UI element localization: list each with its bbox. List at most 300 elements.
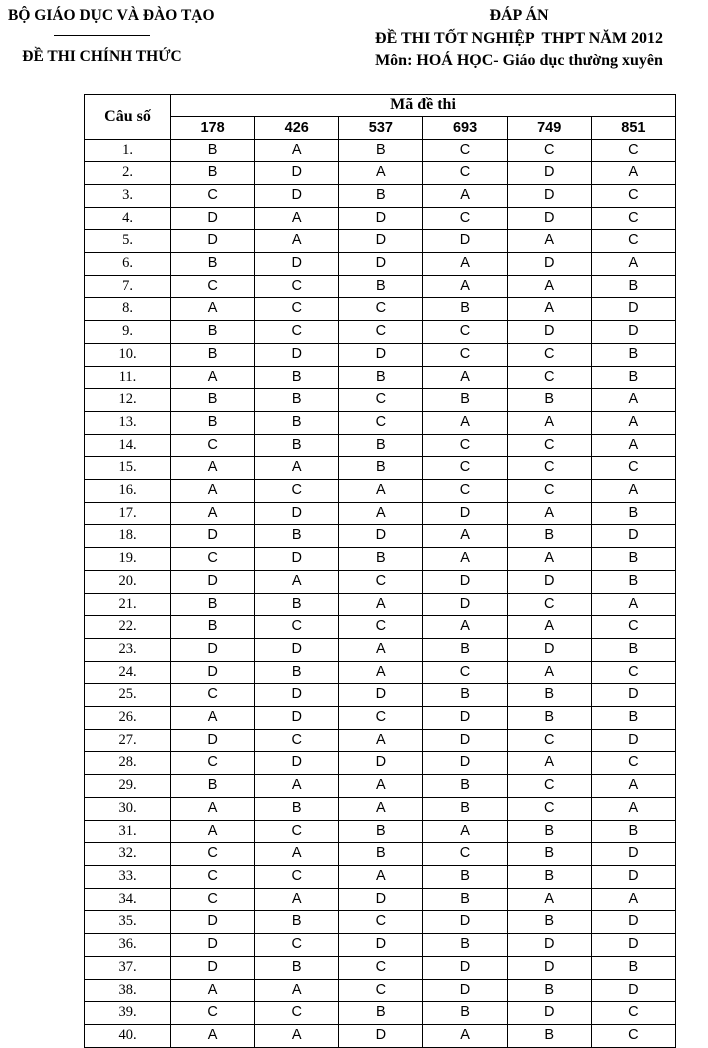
answer-row xyxy=(85,298,676,321)
answer-cell: A xyxy=(171,298,255,321)
answer-row xyxy=(85,729,676,752)
answer-cell: D xyxy=(507,184,591,207)
answer-cell: C xyxy=(423,139,507,162)
answer-cell: C xyxy=(423,321,507,344)
answer-row xyxy=(85,707,676,730)
question-number: 23. xyxy=(85,638,171,661)
answer-row xyxy=(85,321,676,344)
answer-cell: A xyxy=(423,616,507,639)
answer-cell: D xyxy=(591,729,675,752)
answer-cell: A xyxy=(171,480,255,503)
answer-row xyxy=(85,480,676,503)
answer-cell: D xyxy=(255,638,339,661)
answer-cell: C xyxy=(339,911,423,934)
answer-cell: A xyxy=(591,593,675,616)
answer-cell: A xyxy=(339,593,423,616)
answer-row xyxy=(85,275,676,298)
answer-cell: B xyxy=(507,707,591,730)
answer-cell: D xyxy=(423,956,507,979)
question-number: 21. xyxy=(85,593,171,616)
answer-cell: D xyxy=(423,570,507,593)
answer-cell: A xyxy=(591,253,675,276)
answer-cell: D xyxy=(171,230,255,253)
answer-cell: C xyxy=(591,1024,675,1047)
answer-cell: D xyxy=(255,343,339,366)
answer-cell: A xyxy=(507,230,591,253)
answer-cell: D xyxy=(339,934,423,957)
answer-cell: A xyxy=(507,275,591,298)
question-number: 10. xyxy=(85,343,171,366)
question-number: 14. xyxy=(85,434,171,457)
answer-cell: D xyxy=(423,502,507,525)
answer-cell: C xyxy=(171,1002,255,1025)
question-number: 37. xyxy=(85,956,171,979)
answer-cell: B xyxy=(171,775,255,798)
answer-row xyxy=(85,1002,676,1025)
answer-row xyxy=(85,616,676,639)
answer-cell: B xyxy=(339,1002,423,1025)
answer-cell: A xyxy=(423,366,507,389)
answer-cell: D xyxy=(591,321,675,344)
answer-cell: C xyxy=(423,661,507,684)
answer-cell: B xyxy=(591,343,675,366)
answer-row xyxy=(85,820,676,843)
answer-cell: B xyxy=(171,616,255,639)
answer-row xyxy=(85,502,676,525)
question-number: 39. xyxy=(85,1002,171,1025)
question-number: 17. xyxy=(85,502,171,525)
answer-cell: C xyxy=(591,207,675,230)
answer-cell: A xyxy=(423,525,507,548)
answer-cell: D xyxy=(171,638,255,661)
answer-cell: B xyxy=(171,253,255,276)
answer-cell: A xyxy=(255,1024,339,1047)
question-number: 3. xyxy=(85,184,171,207)
answer-cell: A xyxy=(423,184,507,207)
answer-cell: D xyxy=(507,956,591,979)
answer-cell: C xyxy=(171,434,255,457)
answer-row xyxy=(85,911,676,934)
answer-row xyxy=(85,661,676,684)
answer-row xyxy=(85,525,676,548)
answer-cell: D xyxy=(339,207,423,230)
answer-table xyxy=(84,94,676,1048)
answer-cell: B xyxy=(591,502,675,525)
question-number: 33. xyxy=(85,866,171,889)
answer-row xyxy=(85,162,676,185)
answer-cell: A xyxy=(171,820,255,843)
answer-cell: A xyxy=(423,411,507,434)
answer-cell: D xyxy=(507,253,591,276)
answer-cell: B xyxy=(591,707,675,730)
question-number: 40. xyxy=(85,1024,171,1047)
answer-row xyxy=(85,457,676,480)
answer-cell: B xyxy=(423,684,507,707)
answer-cell: B xyxy=(423,934,507,957)
answer-row xyxy=(85,548,676,571)
answer-cell: A xyxy=(339,480,423,503)
answer-cell: C xyxy=(171,888,255,911)
answer-cell: A xyxy=(591,434,675,457)
answer-cell: D xyxy=(255,184,339,207)
answer-row xyxy=(85,411,676,434)
question-number: 9. xyxy=(85,321,171,344)
answer-cell: C xyxy=(255,480,339,503)
answer-cell: D xyxy=(255,253,339,276)
answer-cell: B xyxy=(423,298,507,321)
answer-cell: C xyxy=(339,956,423,979)
answer-row xyxy=(85,593,676,616)
answer-cell: D xyxy=(423,979,507,1002)
answer-cell: A xyxy=(591,797,675,820)
answer-key-title: ĐÁP ÁN xyxy=(489,7,549,24)
question-number: 24. xyxy=(85,661,171,684)
question-number: 28. xyxy=(85,752,171,775)
answer-row xyxy=(85,979,676,1002)
answer-cell: C xyxy=(171,275,255,298)
answer-cell: A xyxy=(339,162,423,185)
answer-cell: A xyxy=(339,775,423,798)
answer-cell: D xyxy=(507,934,591,957)
answer-cell: C xyxy=(255,729,339,752)
answer-row xyxy=(85,684,676,707)
answer-cell: C xyxy=(423,480,507,503)
answer-cell: B xyxy=(507,911,591,934)
answer-cell: C xyxy=(339,389,423,412)
answer-cell: C xyxy=(423,207,507,230)
answer-cell: A xyxy=(171,707,255,730)
answer-cell: A xyxy=(507,888,591,911)
answer-cell: C xyxy=(423,343,507,366)
answer-row xyxy=(85,230,676,253)
answer-cell: B xyxy=(423,638,507,661)
answer-cell: D xyxy=(171,207,255,230)
question-number: 38. xyxy=(85,979,171,1002)
question-number: 34. xyxy=(85,888,171,911)
answer-cell: C xyxy=(591,616,675,639)
answer-row xyxy=(85,1024,676,1047)
answer-cell: B xyxy=(255,956,339,979)
exam-code-851: 851 xyxy=(591,116,675,139)
answer-row xyxy=(85,253,676,276)
answer-cell: A xyxy=(339,866,423,889)
question-number: 5. xyxy=(85,230,171,253)
answer-cell: B xyxy=(507,389,591,412)
answer-cell: D xyxy=(591,298,675,321)
answer-cell: C xyxy=(507,797,591,820)
answer-cell: C xyxy=(339,616,423,639)
answer-cell: B xyxy=(423,866,507,889)
answer-cell: B xyxy=(507,843,591,866)
question-number: 7. xyxy=(85,275,171,298)
question-number: 15. xyxy=(85,457,171,480)
answer-cell: D xyxy=(255,548,339,571)
answer-cell: B xyxy=(339,139,423,162)
answer-cell: D xyxy=(339,1024,423,1047)
answer-row xyxy=(85,343,676,366)
exam-code-header-row xyxy=(85,94,676,116)
answer-cell: C xyxy=(423,457,507,480)
exam-code-537: 537 xyxy=(339,116,423,139)
answer-cell: B xyxy=(171,343,255,366)
answer-cell: A xyxy=(423,1024,507,1047)
answer-cell: B xyxy=(339,366,423,389)
answer-cell: D xyxy=(171,570,255,593)
question-number: 31. xyxy=(85,820,171,843)
answer-cell: B xyxy=(423,888,507,911)
answer-cell: C xyxy=(507,343,591,366)
answer-cell: B xyxy=(255,797,339,820)
answer-cell: A xyxy=(591,162,675,185)
answer-cell: C xyxy=(591,184,675,207)
answer-cell: A xyxy=(171,457,255,480)
answer-cell: B xyxy=(255,593,339,616)
answer-cell: D xyxy=(591,843,675,866)
answer-cell: D xyxy=(591,934,675,957)
answer-cell: C xyxy=(591,457,675,480)
answer-cell: A xyxy=(255,139,339,162)
answer-cell: D xyxy=(423,752,507,775)
answer-cell: D xyxy=(591,866,675,889)
answer-cell: B xyxy=(507,866,591,889)
answer-cell: C xyxy=(255,866,339,889)
answer-cell: C xyxy=(171,684,255,707)
answer-cell: B xyxy=(255,411,339,434)
answer-cell: D xyxy=(255,752,339,775)
answer-cell: D xyxy=(423,593,507,616)
answer-cell: D xyxy=(255,684,339,707)
answer-cell: C xyxy=(591,752,675,775)
answer-cell: A xyxy=(171,366,255,389)
ministry-name: BỘ GIÁO DỤC VÀ ĐÀO TẠO xyxy=(8,7,215,24)
answer-cell: A xyxy=(507,502,591,525)
answer-cell: C xyxy=(507,729,591,752)
answer-cell: D xyxy=(507,207,591,230)
answer-cell: C xyxy=(255,934,339,957)
answer-cell: A xyxy=(591,775,675,798)
answer-cell: D xyxy=(591,911,675,934)
answer-cell: C xyxy=(255,820,339,843)
question-number: 1. xyxy=(85,139,171,162)
answer-cell: D xyxy=(507,321,591,344)
answer-cell: A xyxy=(339,502,423,525)
answer-cell: C xyxy=(591,1002,675,1025)
answer-cell: A xyxy=(255,207,339,230)
answer-row xyxy=(85,389,676,412)
question-number: 20. xyxy=(85,570,171,593)
answer-row xyxy=(85,184,676,207)
question-number: 11. xyxy=(85,366,171,389)
question-number: 6. xyxy=(85,253,171,276)
answer-cell: B xyxy=(339,820,423,843)
answer-cell: D xyxy=(339,253,423,276)
answer-cell: A xyxy=(255,775,339,798)
answer-cell: C xyxy=(255,616,339,639)
answer-cell: B xyxy=(255,434,339,457)
answer-cell: C xyxy=(339,570,423,593)
question-number: 4. xyxy=(85,207,171,230)
answer-cell: A xyxy=(339,729,423,752)
answer-row xyxy=(85,638,676,661)
answer-cell: B xyxy=(423,389,507,412)
answer-row xyxy=(85,888,676,911)
answer-cell: A xyxy=(255,843,339,866)
answer-cell: C xyxy=(507,593,591,616)
answer-cell: B xyxy=(255,911,339,934)
answer-cell: A xyxy=(255,230,339,253)
title-block xyxy=(333,5,705,73)
answer-cell: B xyxy=(171,411,255,434)
answer-cell: B xyxy=(171,139,255,162)
answer-cell: B xyxy=(507,820,591,843)
answer-cell: C xyxy=(591,661,675,684)
question-number: 18. xyxy=(85,525,171,548)
answer-cell: D xyxy=(423,230,507,253)
answer-cell: B xyxy=(591,570,675,593)
answer-cell: B xyxy=(339,548,423,571)
question-number: 25. xyxy=(85,684,171,707)
answer-cell: D xyxy=(339,343,423,366)
answer-cell: A xyxy=(171,979,255,1002)
answer-cell: A xyxy=(507,752,591,775)
answer-cell: B xyxy=(255,525,339,548)
answer-row xyxy=(85,139,676,162)
answer-cell: D xyxy=(591,684,675,707)
code-row xyxy=(85,116,676,139)
answer-cell: A xyxy=(591,480,675,503)
answer-cell: C xyxy=(591,230,675,253)
answer-cell: C xyxy=(423,434,507,457)
answer-cell: D xyxy=(255,502,339,525)
answer-cell: A xyxy=(171,502,255,525)
answer-cell: C xyxy=(255,1002,339,1025)
answer-table-body xyxy=(85,139,676,1047)
answer-cell: D xyxy=(423,729,507,752)
answer-cell: B xyxy=(507,684,591,707)
answer-cell: A xyxy=(591,411,675,434)
answer-cell: A xyxy=(255,457,339,480)
answer-cell: D xyxy=(591,525,675,548)
answer-row xyxy=(85,366,676,389)
answer-cell: A xyxy=(423,253,507,276)
answer-cell: A xyxy=(339,661,423,684)
question-number: 19. xyxy=(85,548,171,571)
answer-row xyxy=(85,207,676,230)
answer-cell: B xyxy=(339,275,423,298)
answer-cell: B xyxy=(255,366,339,389)
answer-cell: B xyxy=(423,797,507,820)
answer-cell: B xyxy=(255,389,339,412)
answer-cell: C xyxy=(255,321,339,344)
answer-row xyxy=(85,752,676,775)
subject-line: Môn: HOÁ HỌC- Giáo dục thường xuyên xyxy=(375,52,663,69)
answer-cell: B xyxy=(591,275,675,298)
answer-cell: B xyxy=(255,661,339,684)
answer-cell: A xyxy=(423,820,507,843)
exam-code-693: 693 xyxy=(423,116,507,139)
answer-cell: B xyxy=(423,1002,507,1025)
answer-cell: A xyxy=(171,1024,255,1047)
exam-code-749: 749 xyxy=(507,116,591,139)
question-number: 16. xyxy=(85,480,171,503)
answer-cell: C xyxy=(507,434,591,457)
answer-cell: B xyxy=(423,775,507,798)
question-number: 2. xyxy=(85,162,171,185)
answer-cell: B xyxy=(171,389,255,412)
exam-code-426: 426 xyxy=(255,116,339,139)
question-number: 32. xyxy=(85,843,171,866)
answer-cell: A xyxy=(423,548,507,571)
exam-code-178: 178 xyxy=(171,116,255,139)
answer-cell: C xyxy=(507,775,591,798)
answer-cell: B xyxy=(339,434,423,457)
answer-row xyxy=(85,956,676,979)
answer-cell: D xyxy=(507,1002,591,1025)
answer-cell: D xyxy=(339,752,423,775)
answer-cell: C xyxy=(339,979,423,1002)
answer-cell: C xyxy=(591,139,675,162)
answer-cell: D xyxy=(255,707,339,730)
question-number: 30. xyxy=(85,797,171,820)
answer-cell: D xyxy=(507,162,591,185)
answer-cell: B xyxy=(339,457,423,480)
question-number: 36. xyxy=(85,934,171,957)
answer-cell: D xyxy=(339,525,423,548)
answer-cell: A xyxy=(423,275,507,298)
answer-cell: B xyxy=(591,366,675,389)
question-number: 27. xyxy=(85,729,171,752)
answer-cell: C xyxy=(171,843,255,866)
answer-cell: A xyxy=(171,797,255,820)
answer-cell: B xyxy=(171,321,255,344)
answer-row xyxy=(85,797,676,820)
answer-cell: A xyxy=(507,616,591,639)
answer-cell: D xyxy=(339,684,423,707)
answer-cell: A xyxy=(255,888,339,911)
answer-cell: C xyxy=(423,843,507,866)
answer-row xyxy=(85,570,676,593)
answer-cell: B xyxy=(591,820,675,843)
answer-cell: D xyxy=(591,979,675,1002)
question-col-header: Câu số xyxy=(85,94,171,139)
answer-cell: B xyxy=(339,843,423,866)
answer-cell: A xyxy=(507,298,591,321)
answer-cell: D xyxy=(423,707,507,730)
answer-cell: C xyxy=(339,707,423,730)
answer-cell: C xyxy=(171,866,255,889)
answer-row xyxy=(85,434,676,457)
question-number: 26. xyxy=(85,707,171,730)
question-number: 8. xyxy=(85,298,171,321)
answer-cell: B xyxy=(171,593,255,616)
answer-cell: C xyxy=(339,298,423,321)
answer-cell: A xyxy=(339,797,423,820)
question-number: 12. xyxy=(85,389,171,412)
answer-cell: D xyxy=(171,911,255,934)
answer-cell: D xyxy=(255,162,339,185)
answer-cell: D xyxy=(171,729,255,752)
answer-cell: D xyxy=(507,638,591,661)
exam-code-header: Mã đề thi xyxy=(171,94,676,116)
ministry-underline xyxy=(54,35,150,36)
answer-cell: D xyxy=(339,230,423,253)
answer-cell: C xyxy=(255,275,339,298)
answer-cell: A xyxy=(507,661,591,684)
answer-row xyxy=(85,843,676,866)
answer-cell: C xyxy=(507,457,591,480)
answer-cell: B xyxy=(591,956,675,979)
answer-row xyxy=(85,866,676,889)
